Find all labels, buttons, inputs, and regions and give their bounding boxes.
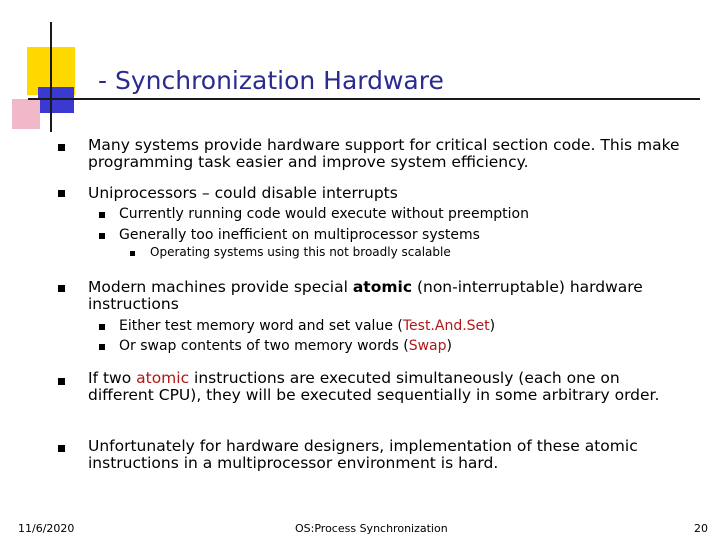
footer-page-number: 20 [694,522,708,535]
sub-bullet-icon [99,344,105,350]
bullet-4-pre: If two [88,369,137,387]
bullet-3-text-pre: Modern machines provide special [88,278,353,296]
bullet-3-sub-1-pre: Either test memory word and set value ( [119,318,403,334]
bullet-icon [58,144,65,151]
bullet-icon [58,378,65,385]
sub-bullet-icon [99,233,105,239]
bullet-icon [58,445,65,452]
bullet-4-post: instructions are executed simultaneously (each one on different CPU), they will be executed sequentially in some arbitrary order. [88,369,660,404]
bullet-4-atomic: atomic [136,369,190,387]
decor-blue-square [38,87,74,113]
bullet-3 [88,279,688,313]
bullet-3-text-post: (non-interruptable) hardware instructions [88,278,643,313]
footer-date: 11/6/2020 [18,522,75,535]
decor-pink-square [12,99,40,129]
bullet-3-sub-1-post: ) [489,318,496,334]
sub-bullet-icon [99,212,105,218]
bullet-3-sub-2-swap: Swap [408,338,447,354]
bullet-2-sub-1: Currently running code would execute without preemption [119,206,529,222]
bullet-3-sub-1-testandset: Test.And.Set [402,318,490,334]
bullet-1: Many systems provide hardware support for critical section code. This make programming task easier and improve system efficiency. [88,136,680,171]
bullet-4 [88,370,688,404]
bullet-icon [58,285,65,292]
bullet-3-sub-2 [119,337,679,355]
bullet-2: Uniprocessors – could disable interrupts [88,184,398,202]
sub-sub-bullet-icon [130,251,135,256]
decor-horizontal-line [28,98,700,100]
sub-bullet-icon [99,324,105,330]
bullet-2-sub-2: Generally too inefficient on multiprocessor systems [119,227,480,243]
bullet-3-bold-atomic: atomic [352,278,413,296]
bullet-icon [58,190,65,197]
footer-title: OS:Process Synchronization [295,522,448,535]
bullet-3-sub-2-pre: Or swap contents of two memory words ( [119,338,409,354]
bullet-3-sub-1 [119,317,679,335]
slide-title: - Synchronization Hardware [98,66,444,95]
bullet-2-sub-2-sub-1: Operating systems using this not broadly scalable [150,245,451,259]
decor-vertical-line [50,22,52,132]
bullet-3-sub-2-post: ) [446,338,452,354]
bullet-5: Unfortunately for hardware designers, implementation of these atomic instructions in a multiprocessor environment is hard. [88,437,638,472]
